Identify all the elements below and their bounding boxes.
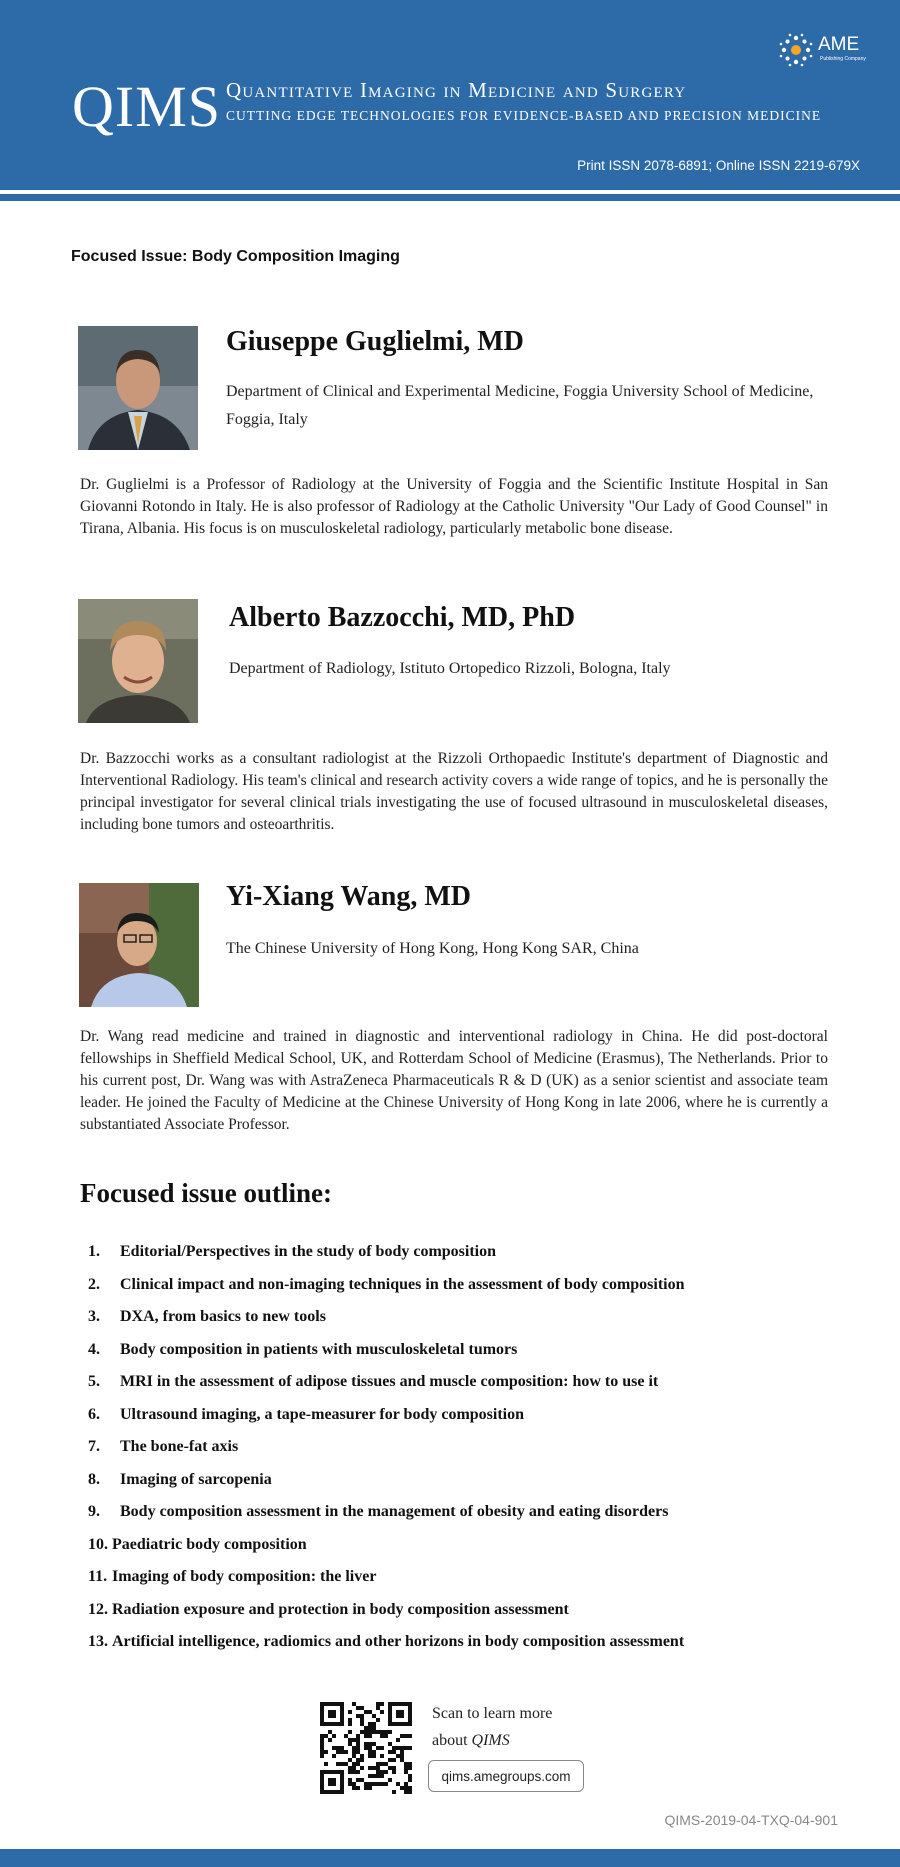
- outline-item: [88, 1568, 848, 1601]
- outline-item: [88, 1471, 848, 1504]
- outline-item-text: Body composition assessment in the management of obesity and eating disorders: [120, 1503, 669, 1520]
- outline-item-number: 7.: [88, 1438, 100, 1455]
- editor-affiliation: Department of Radiology, Istituto Ortopedico Rizzoli, Bologna, Italy: [229, 660, 671, 677]
- scan-line-2-prefix: about: [432, 1732, 472, 1749]
- ame-dots-icon: [778, 32, 814, 68]
- outline-item: [88, 1276, 848, 1309]
- outline-item-number: 1.: [88, 1243, 100, 1260]
- outline-item: [88, 1633, 848, 1666]
- outline-item-text: Editorial/Perspectives in the study of body composition: [120, 1243, 497, 1260]
- outline-item: [88, 1308, 848, 1341]
- outline-item-text: Imaging of sarcopenia: [120, 1470, 272, 1488]
- journal-url-link[interactable]: qims.amegroups.com: [428, 1760, 584, 1792]
- outline-item: [88, 1601, 848, 1634]
- outline-item-text: Paediatric body composition: [112, 1535, 307, 1553]
- focused-issue-title: Focused Issue: Body Composition Imaging: [71, 248, 400, 265]
- outline-item-number: 6.: [88, 1405, 100, 1423]
- scan-line-2: [432, 1727, 552, 1754]
- editor-photo-guglielmi: [78, 326, 198, 450]
- document-code: QIMS-2019-04-TXQ-04-901: [664, 1812, 838, 1828]
- outline-list: [88, 1243, 848, 1666]
- outline-item-text: Clinical impact and non-imaging techniques in the assessment of body composition: [120, 1275, 685, 1293]
- journal-header: [0, 0, 900, 190]
- journal-name: Quantitative Imaging in Medicine and Surgery: [226, 78, 687, 102]
- outline-item-number: 5.: [88, 1373, 100, 1390]
- outline-item-number: 3.: [88, 1308, 100, 1325]
- outline-item: [88, 1503, 848, 1536]
- outline-item-number: 9.: [88, 1503, 100, 1520]
- footer-bar: [0, 1849, 900, 1867]
- scan-caption: [432, 1700, 552, 1754]
- ame-wordmark: AME: [818, 34, 860, 55]
- outline-item: [88, 1438, 848, 1471]
- editor-name: Yi-Xiang Wang, MD: [226, 881, 472, 912]
- editor-bio: Dr. Bazzocchi works as a consultant radiologist at the Rizzoli Orthopaedic Institute's department of Diagnostic and Interventional Radiology. His team's clinical and research activity covers a wide range of topics, and he is personally the principal investigator for several clinical trials investigating the use of focused ultrasound in musculoskeletal diseases, including bone tumors and osteoarthritis.: [80, 750, 828, 833]
- outline-item-number: 8.: [88, 1470, 100, 1488]
- outline-item-number: 11.: [88, 1568, 108, 1585]
- outline-item-number: 2.: [88, 1275, 100, 1293]
- journal-tagline: CUTTING EDGE TECHNOLOGIES FOR EVIDENCE-BASED AND PRECISION MEDICINE: [226, 108, 822, 123]
- outline-item-number: 4.: [88, 1340, 100, 1358]
- header-divider-rule: [0, 194, 900, 201]
- outline-item: [88, 1341, 848, 1374]
- outline-item-text: Artificial intelligence, radiomics and other horizons in body composition assessment: [112, 1633, 685, 1650]
- scan-line-1: Scan to learn more: [432, 1705, 553, 1722]
- scan-line-2-journal: QIMS: [471, 1732, 510, 1749]
- outline-item-number: 10.: [88, 1535, 108, 1553]
- editor-affiliation: The Chinese University of Hong Kong, Hong Kong SAR, China: [226, 940, 639, 957]
- outline-item: [88, 1243, 848, 1276]
- outline-item-number: 12.: [88, 1600, 108, 1618]
- editor-affiliation: Department of Clinical and Experimental Medicine, Foggia University School of Medicine, Foggia, Italy: [226, 383, 814, 428]
- editor-photo-bazzocchi: [78, 599, 198, 723]
- ame-subtitle: Publishing Company: [820, 56, 866, 62]
- outline-item-text: Imaging of body composition: the liver: [112, 1568, 377, 1585]
- editor-bio: Dr. Wang read medicine and trained in diagnostic and interventional radiology in China. He did post-doctoral fellowships in Sheffield Medical School, UK, and Rotterdam School of Medicine (Erasmus), The Netherlands. Prior to his current post, Dr. Wang was with AstraZeneca Pharmaceuticals R & D (UK) as a senior scientist and associate team leader. He joined the Faculty of Medicine at the Chinese University of Hong Kong in late 2006, where he is currently a substantiated Associate Professor.: [80, 1028, 828, 1133]
- outline-item: [88, 1536, 848, 1569]
- issn-text: Print ISSN 2078-6891; Online ISSN 2219-679X: [577, 158, 860, 173]
- outline-item-text: Body composition in patients with musculoskeletal tumors: [120, 1340, 518, 1358]
- editor-photo-wang: [79, 883, 199, 1007]
- editor-name: Giuseppe Guglielmi, MD: [226, 326, 524, 357]
- outline-item-text: Radiation exposure and protection in body composition assessment: [112, 1600, 569, 1618]
- outline-item-text: The bone-fat axis: [120, 1438, 239, 1455]
- qr-code-icon[interactable]: [318, 1700, 414, 1796]
- outline-item-number: 13.: [88, 1633, 108, 1650]
- outline-item-text: MRI in the assessment of adipose tissues and muscle composition: how to use it: [120, 1373, 659, 1390]
- publisher-logo: [778, 30, 878, 70]
- journal-logo: QIMS: [72, 74, 222, 139]
- outline-item-text: DXA, from basics to new tools: [120, 1308, 326, 1325]
- outline-item: [88, 1373, 848, 1406]
- outline-title: Focused issue outline:: [80, 1178, 333, 1208]
- outline-item: [88, 1406, 848, 1439]
- outline-item-text: Ultrasound imaging, a tape-measurer for body composition: [120, 1405, 525, 1423]
- editor-bio: Dr. Guglielmi is a Professor of Radiology at the University of Foggia and the Scientific Institute Hospital in San Giovanni Rotondo in Italy. He is also professor of Radiology at the Catholic University "Our Lady of Good Counsel" in Tirana, Albania. His focus is on musculoskeletal radiology, particularly metabolic bone disease.: [80, 476, 828, 537]
- editor-name: Alberto Bazzocchi, MD, PhD: [229, 602, 576, 633]
